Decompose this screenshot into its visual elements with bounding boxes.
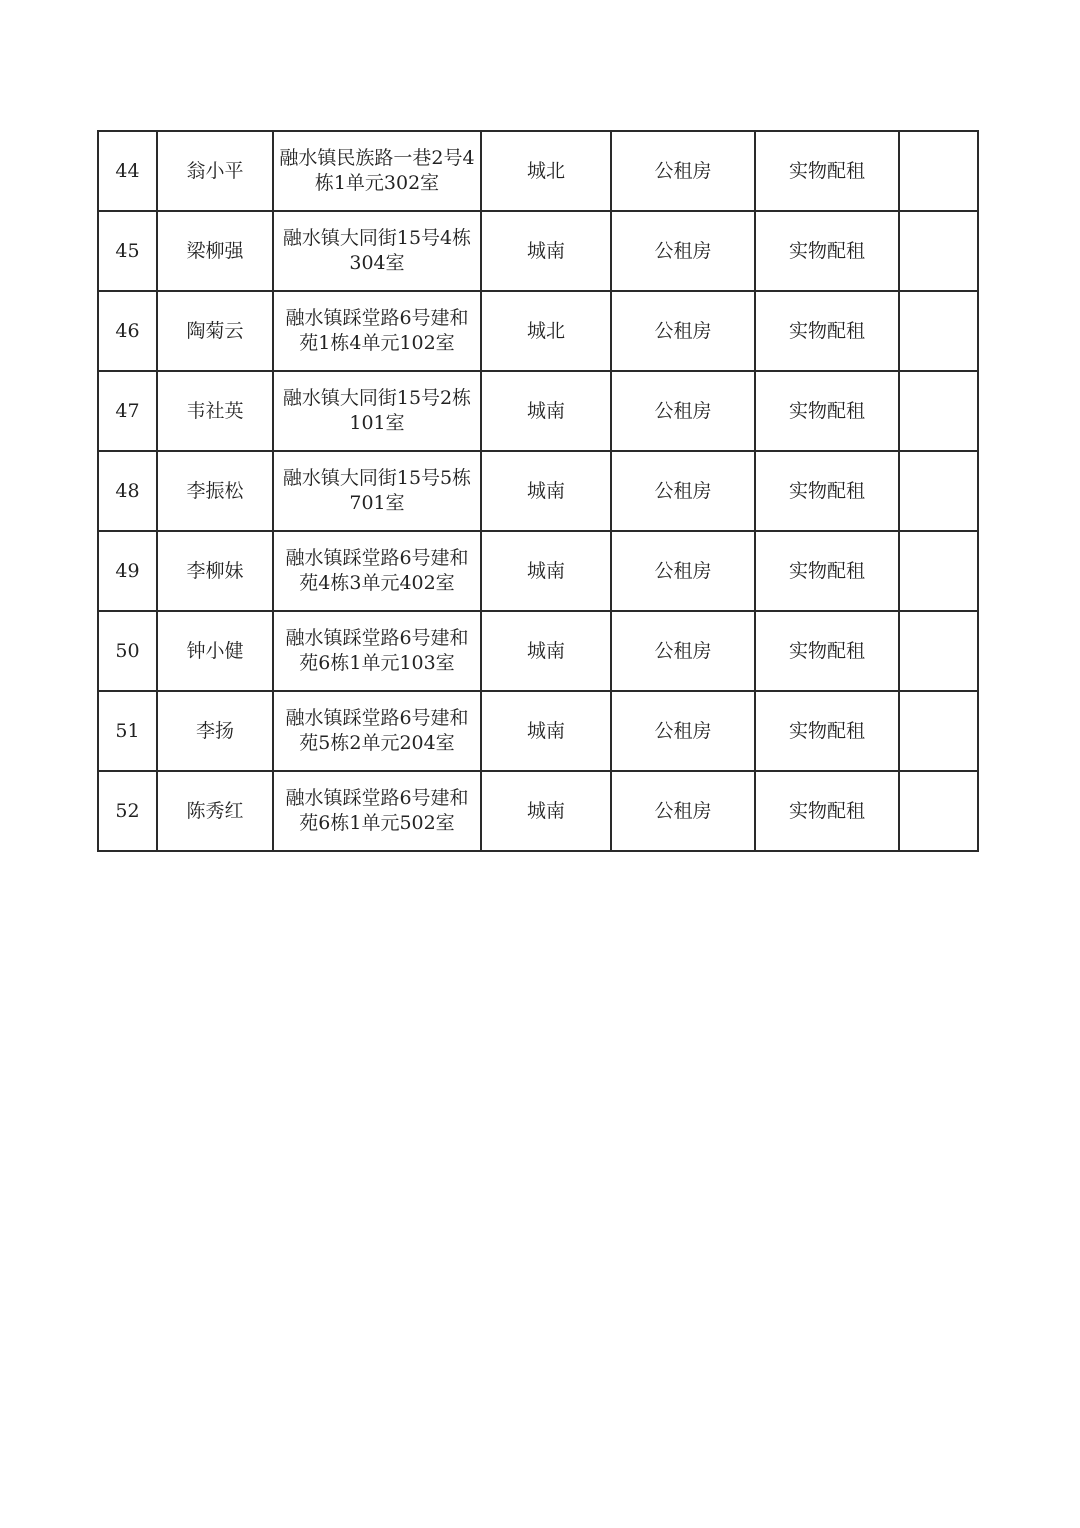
- table-body: [98, 131, 978, 851]
- row-number: 44: [98, 131, 157, 211]
- table-row: [98, 531, 978, 611]
- allocation-method: 实物配租: [755, 291, 899, 371]
- resident-name: 翁小平: [157, 131, 273, 211]
- remark: [899, 771, 978, 851]
- remark: [899, 451, 978, 531]
- housing-type: 公租房: [611, 771, 755, 851]
- area: 城南: [481, 451, 611, 531]
- resident-name: 钟小健: [157, 611, 273, 691]
- area: 城北: [481, 131, 611, 211]
- address-cell: [273, 531, 481, 611]
- address-line: 栋1单元302室: [314, 172, 440, 194]
- address-line: 融水镇踩堂路6号建和: [285, 547, 469, 569]
- row-number: 52: [98, 771, 157, 851]
- housing-type: 公租房: [611, 291, 755, 371]
- address-line: 304室: [349, 252, 405, 274]
- table-row: [98, 371, 978, 451]
- address-line: 101室: [349, 412, 405, 434]
- address-cell: [273, 131, 481, 211]
- table-row: [98, 611, 978, 691]
- area: 城南: [481, 531, 611, 611]
- allocation-method: 实物配租: [755, 771, 899, 851]
- remark: [899, 291, 978, 371]
- row-number: 47: [98, 371, 157, 451]
- housing-type: 公租房: [611, 131, 755, 211]
- housing-type: 公租房: [611, 611, 755, 691]
- resident-name: 梁柳强: [157, 211, 273, 291]
- row-number: 45: [98, 211, 157, 291]
- address-cell: [273, 771, 481, 851]
- address-line: 融水镇大同街15号4栋: [282, 227, 472, 249]
- area: 城南: [481, 771, 611, 851]
- address-cell: [273, 691, 481, 771]
- allocation-table: [97, 130, 979, 852]
- area: 城南: [481, 211, 611, 291]
- area: 城南: [481, 691, 611, 771]
- housing-type: 公租房: [611, 451, 755, 531]
- address-line: 苑5栋2单元204室: [299, 732, 455, 754]
- row-number: 49: [98, 531, 157, 611]
- resident-name: 李柳妹: [157, 531, 273, 611]
- address-line: 苑6栋1单元103室: [299, 652, 455, 674]
- table-row: [98, 291, 978, 371]
- allocation-method: 实物配租: [755, 131, 899, 211]
- address-line: 融水镇踩堂路6号建和: [285, 787, 469, 809]
- resident-name: 李扬: [157, 691, 273, 771]
- allocation-method: 实物配租: [755, 611, 899, 691]
- address-line: 融水镇踩堂路6号建和: [285, 707, 469, 729]
- table-row: [98, 771, 978, 851]
- remark: [899, 371, 978, 451]
- row-number: 48: [98, 451, 157, 531]
- remark: [899, 531, 978, 611]
- allocation-method: 实物配租: [755, 691, 899, 771]
- address-line: 融水镇民族路一巷2号4: [279, 147, 475, 169]
- remark: [899, 211, 978, 291]
- address-line: 苑1栋4单元102室: [299, 332, 455, 354]
- allocation-method: 实物配租: [755, 211, 899, 291]
- area: 城南: [481, 611, 611, 691]
- table-row: [98, 211, 978, 291]
- housing-type: 公租房: [611, 211, 755, 291]
- remark: [899, 131, 978, 211]
- address-line: 融水镇踩堂路6号建和: [285, 627, 469, 649]
- address-line: 苑4栋3单元402室: [299, 572, 455, 594]
- address-cell: [273, 211, 481, 291]
- table-row: [98, 691, 978, 771]
- housing-type: 公租房: [611, 531, 755, 611]
- row-number: 51: [98, 691, 157, 771]
- address-cell: [273, 451, 481, 531]
- row-number: 50: [98, 611, 157, 691]
- resident-name: 陶菊云: [157, 291, 273, 371]
- allocation-method: 实物配租: [755, 371, 899, 451]
- remark: [899, 691, 978, 771]
- housing-type: 公租房: [611, 371, 755, 451]
- address-cell: [273, 371, 481, 451]
- address-line: 融水镇大同街15号2栋: [282, 387, 472, 409]
- allocation-table-page: [97, 130, 977, 852]
- resident-name: 韦社英: [157, 371, 273, 451]
- housing-type: 公租房: [611, 691, 755, 771]
- resident-name: 李振松: [157, 451, 273, 531]
- row-number: 46: [98, 291, 157, 371]
- table-row: [98, 451, 978, 531]
- address-cell: [273, 291, 481, 371]
- remark: [899, 611, 978, 691]
- address-cell: [273, 611, 481, 691]
- address-line: 701室: [349, 492, 405, 514]
- table-row: [98, 131, 978, 211]
- resident-name: 陈秀红: [157, 771, 273, 851]
- area: 城北: [481, 291, 611, 371]
- address-line: 苑6栋1单元502室: [299, 812, 455, 834]
- address-line: 融水镇踩堂路6号建和: [285, 307, 469, 329]
- allocation-method: 实物配租: [755, 531, 899, 611]
- address-line: 融水镇大同街15号5栋: [282, 467, 472, 489]
- allocation-method: 实物配租: [755, 451, 899, 531]
- area: 城南: [481, 371, 611, 451]
